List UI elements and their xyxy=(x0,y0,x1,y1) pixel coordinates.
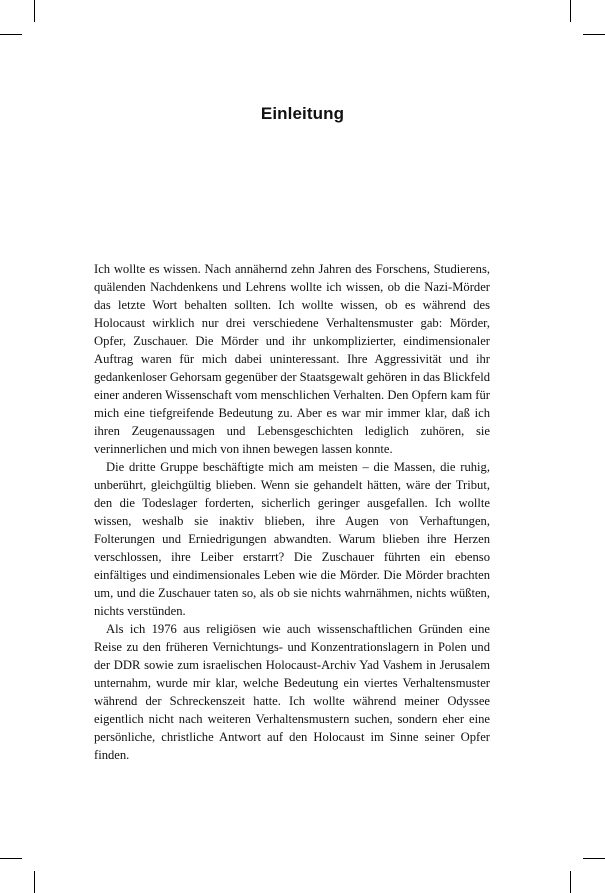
crop-mark-top-right-horizontal xyxy=(583,34,605,35)
crop-mark-bottom-right-vertical xyxy=(570,871,571,893)
crop-mark-top-left-vertical xyxy=(34,0,35,22)
body-text xyxy=(94,260,490,764)
crop-mark-top-left-horizontal xyxy=(0,34,22,35)
crop-mark-bottom-right-horizontal xyxy=(583,858,605,859)
paragraph: Die dritte Gruppe beschäftigte mich am meisten – die Massen, die ruhig, unberührt, gleichgültig blieben. Wenn sie gehandelt hätten, wäre der Tribut, den die Todeslager forderten, sicherlich geringer ausgefallen. Ich wollte wissen, weshalb sie inaktiv blieben, ihre Augen von Verhaftungen, Folterungen und Erniedrigungen abwandten. Warum blieben ihre Herzen verschlossen, ihre Leiber erstarrt? Die Zuschauer führten ein ebenso einfältiges und eindimensionales Leben wie die Mörder. Die Mörder brachten um, und die Zuschauer taten so, als ob sie nichts wahrnähmen, nichts wüßten, nichts verstünden. xyxy=(94,460,490,618)
crop-mark-top-right-vertical xyxy=(570,0,571,22)
crop-mark-bottom-left-horizontal xyxy=(0,858,22,859)
paragraph: Ich wollte es wissen. Nach annähernd zehn Jahren des Forschens, Studierens, quälenden Nachdenkens und Lehrens wollte ich wissen, ob die Nazi-Mörder das letzte Wort behalten sollten. Ich wollte wissen, ob es während des Holocaust wirklich nur drei verschiedene Verhaltensmuster gab: Mörder, Opfer, Zuschauer. Die Mörder und ihr unkomplizierter, eindimensionaler Auftrag waren für mich dabei uninteressant. Ihre Aggressivität und ihr gedankenloser Gehorsam gegenüber der Staatsgewalt gehören in das Blickfeld einer anderen Wissenschaft vom menschlichen Verhalten. Den Opfern kam für mich eine tiefgreifende Bedeutung zu. Aber es war mir immer klar, daß ich ihren Zeugenaussagen und Lebensgeschichten lediglich zuhören, sie verinnerlichen und mich von ihnen bewegen lassen konnte. xyxy=(94,262,490,456)
chapter-title: Einleitung xyxy=(260,104,345,123)
crop-mark-bottom-left-vertical xyxy=(34,871,35,893)
paragraph: Als ich 1976 aus religiösen wie auch wissenschaftlichen Gründen eine Reise zu den früheren Vernichtungs- und Konzentrationslagern in Polen und der DDR sowie zum israelischen Holocaust-Archiv Yad Vashem in Jerusalem unternahm, wurde mir klar, welche Bedeutung ein viertes Verhaltensmuster während der Schreckenszeit hatte. Ich wollte während meiner Odyssee eigentlich nicht nach weiteren Verhaltensmustern suchen, sondern eher eine persönliche, christliche Antwort auf den Holocaust im Sinne seiner Opfer finden. xyxy=(94,622,490,762)
